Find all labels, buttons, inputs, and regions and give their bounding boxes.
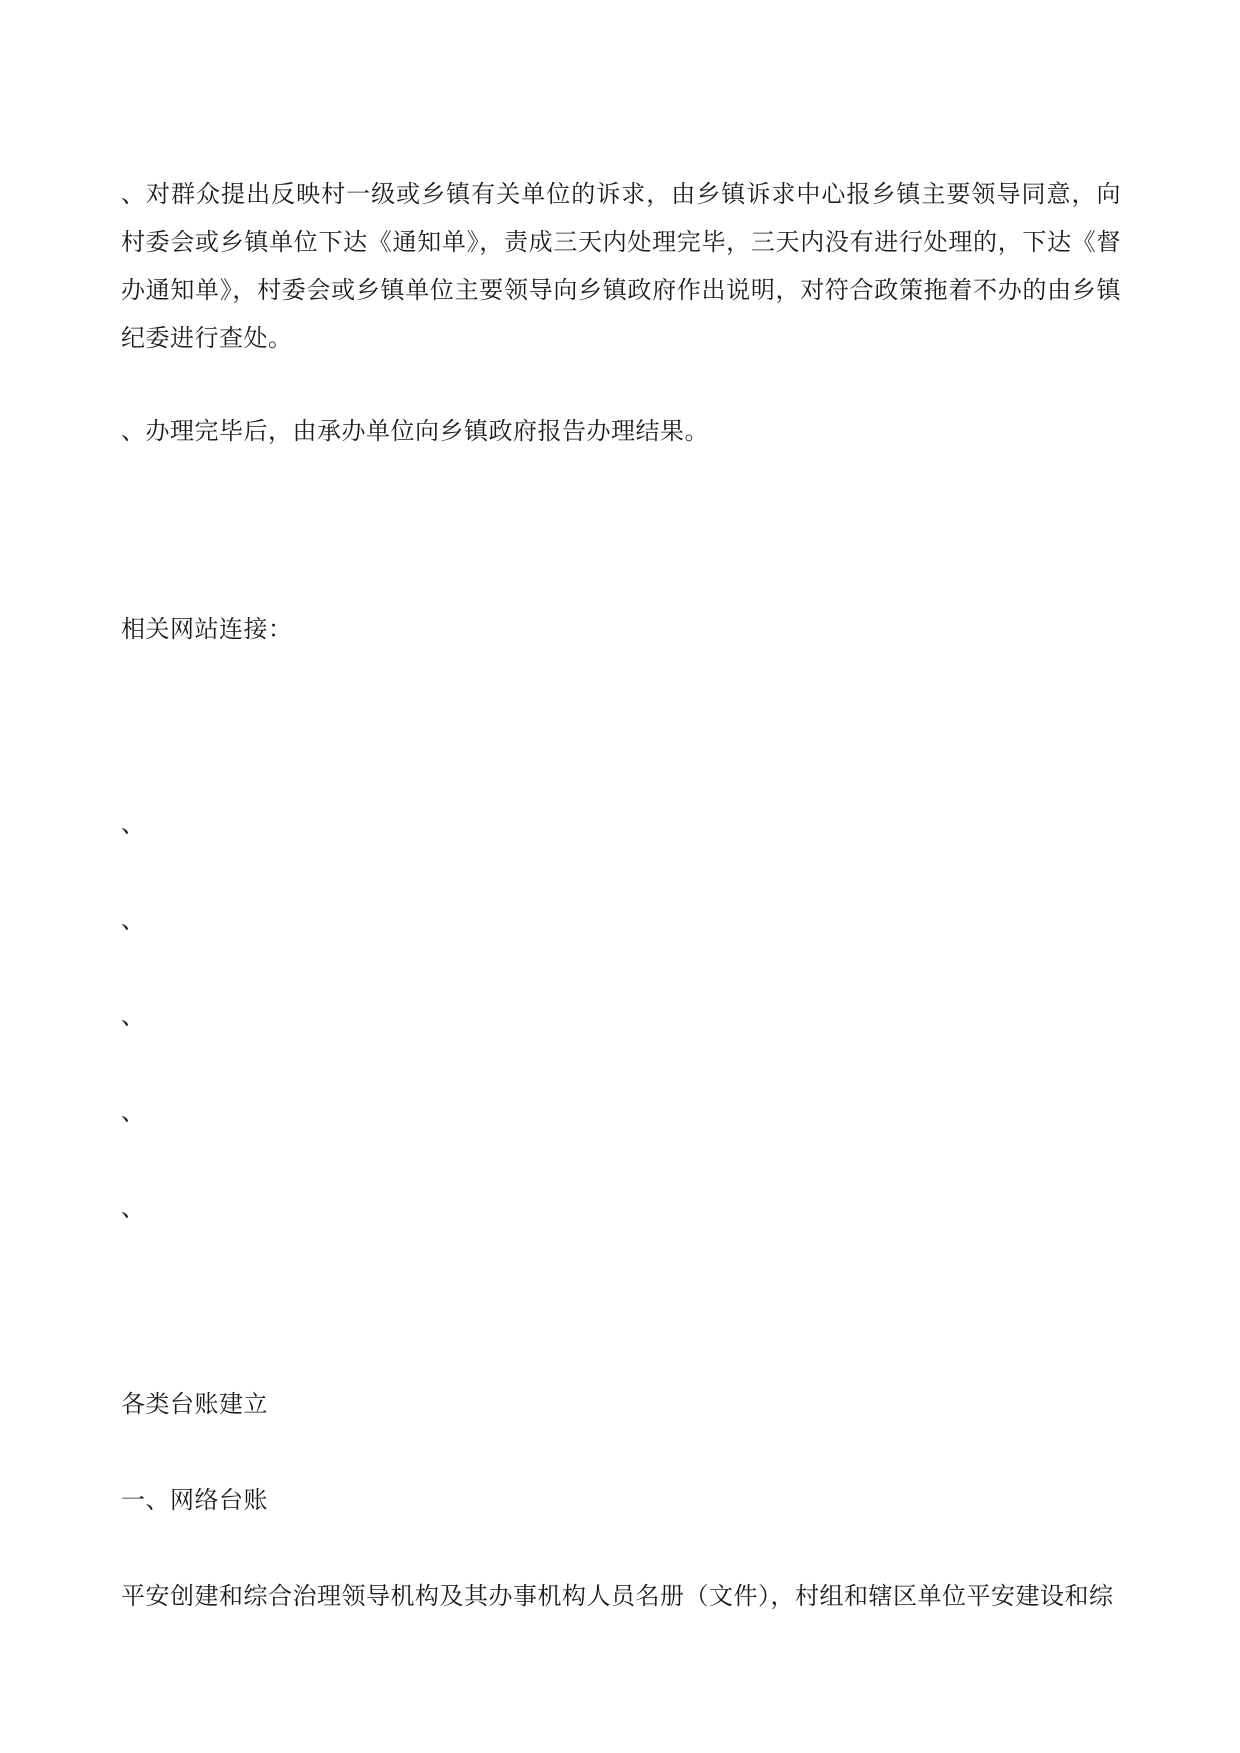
section-heading: 各类台账建立 bbox=[121, 1390, 268, 1418]
link-item: 、 bbox=[121, 810, 145, 838]
paragraph-completion-report: 、办理完毕后，由承办单位向乡镇政府报告办理结果。 bbox=[121, 417, 709, 445]
link-item: 、 bbox=[121, 1002, 145, 1030]
paragraph-ledger-list: 平安创建和综合治理领导机构及其办事机构人员名册（文件），村组和辖区单位平安建设和综 bbox=[121, 1582, 1114, 1610]
link-item: 、 bbox=[121, 1194, 145, 1222]
link-item: 、 bbox=[121, 906, 145, 934]
link-item: 、 bbox=[121, 1098, 145, 1126]
paragraph-petition-handling: 、对群众提出反映村一级或乡镇有关单位的诉求，由乡镇诉求中心报乡镇主要领导同意，向村委会或乡镇单位下达《通知单》，责成三天内处理完毕，三天内没有进行处理的，下达《督办通知单》，村委会或乡镇单位主要领导向乡镇政府作出说明，对符合政策拖着不办的由乡镇纪委进行查处。 bbox=[121, 180, 1121, 352]
subsection-heading: 一、网络台账 bbox=[121, 1486, 268, 1514]
links-heading: 相关网站连接： bbox=[121, 615, 293, 643]
